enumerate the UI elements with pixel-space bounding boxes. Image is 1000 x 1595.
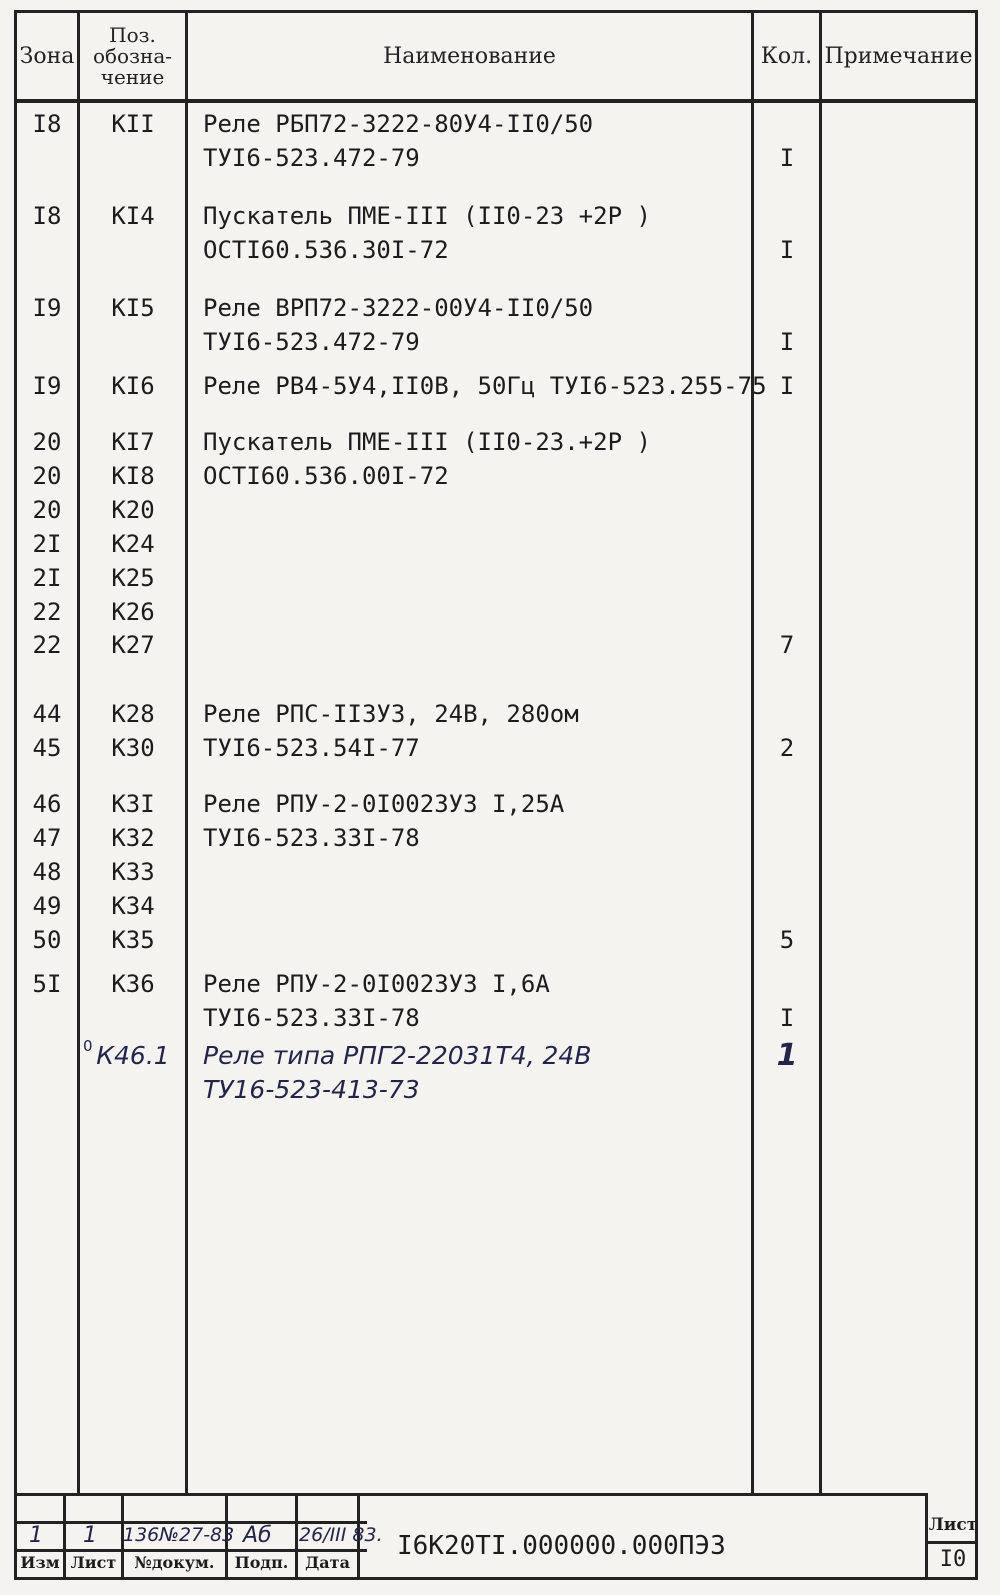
label-sheet: Лист <box>70 1553 117 1572</box>
zone-cell <box>17 325 77 359</box>
header-note: Примечание <box>824 43 973 69</box>
handwritten-row <box>17 1073 975 1107</box>
table-row <box>17 855 975 889</box>
zone-cell: 2I <box>32 530 62 558</box>
sheet-box-rule <box>928 1541 978 1544</box>
table-row <box>17 493 975 527</box>
handwritten-row <box>17 1039 975 1073</box>
table-row <box>17 291 975 325</box>
quantity-cell <box>757 425 817 459</box>
quantity-cell <box>757 291 817 325</box>
table-row <box>17 561 975 595</box>
title-block-rule <box>17 1493 925 1496</box>
position-cell: KI5 <box>111 294 155 322</box>
zone-cell: 22 <box>32 598 62 626</box>
position-cell <box>81 141 185 175</box>
quantity-cell <box>757 107 817 141</box>
quantity-cell: I <box>779 328 795 356</box>
position-cell: KII <box>111 110 155 138</box>
specification-sheet <box>14 10 978 1580</box>
name-cell: Реле ВРП72-3222-00У4-II0/50 <box>203 294 594 322</box>
zone-cell: 44 <box>32 700 62 728</box>
quantity-cell <box>757 561 817 595</box>
table-row <box>17 967 975 1001</box>
zone-cell: 50 <box>32 926 62 954</box>
quantity-cell <box>757 855 817 889</box>
zone-cell: 48 <box>32 858 62 886</box>
zone-cell: 20 <box>32 496 62 524</box>
quantity-cell <box>757 821 817 855</box>
zone-cell: 45 <box>32 734 62 762</box>
zone-cell: I8 <box>32 202 62 230</box>
quantity-cell: 7 <box>779 631 795 659</box>
table-row <box>17 527 975 561</box>
position-cell: K28 <box>111 700 155 728</box>
name-cell: Пускатель ПМЕ-III (II0-23.+2P ) <box>203 428 651 456</box>
zone-cell: 46 <box>32 790 62 818</box>
header-rule <box>17 99 975 103</box>
position-cell: K25 <box>111 564 155 592</box>
table-row <box>17 459 975 493</box>
label-document-number: №докум. <box>134 1553 215 1572</box>
position-cell: KI7 <box>111 428 155 456</box>
position-cell: K24 <box>111 530 155 558</box>
position-cell: K33 <box>111 858 155 886</box>
quantity-cell <box>757 967 817 1001</box>
zone-cell: 2I <box>32 564 62 592</box>
header-name: Наименование <box>383 43 556 69</box>
revision-marker: 0 <box>83 1037 93 1055</box>
revision-sheet: 1 <box>83 1523 97 1548</box>
table-row <box>17 1001 975 1035</box>
position-cell: KI6 <box>111 372 155 400</box>
position-cell: K30 <box>111 734 155 762</box>
name-cell: ТУI6-523.472-79 <box>203 328 420 356</box>
revision-number: 1 <box>29 1523 43 1548</box>
table-row <box>17 369 975 403</box>
quantity-cell <box>757 493 817 527</box>
quantity-cell <box>757 595 817 629</box>
revision-document: 136№27-83 <box>123 1524 235 1546</box>
label-date: Дата <box>305 1553 350 1572</box>
quantity-cell: I <box>779 236 795 264</box>
quantity-cell <box>757 459 817 493</box>
header-quantity: Кол. <box>760 43 813 69</box>
table-row <box>17 425 975 459</box>
quantity-cell <box>757 697 817 731</box>
zone-cell: 49 <box>32 892 62 920</box>
zone-cell: I9 <box>32 294 62 322</box>
table-row <box>17 325 975 359</box>
name-cell: ТУI6-523.54I-77 <box>203 734 420 762</box>
handwritten-name: Реле типа РПГ2-22031Т4, 24В <box>203 1041 592 1070</box>
position-cell: KI8 <box>111 462 155 490</box>
zone-cell <box>17 1001 77 1035</box>
header-position-line2: обозна- <box>92 43 173 68</box>
sheet-label: Лист <box>928 1515 978 1535</box>
position-cell <box>81 325 185 359</box>
position-cell <box>81 233 185 267</box>
position-cell <box>81 1001 185 1035</box>
sheet-number: I0 <box>939 1547 967 1572</box>
name-cell: Реле РПУ-2-0I0023У3 I,25А <box>203 790 565 818</box>
table-row <box>17 233 975 267</box>
quantity-cell <box>757 199 817 233</box>
quantity-cell <box>757 787 817 821</box>
table-row <box>17 787 975 821</box>
name-cell: Реле РПУ-2-0I0023У3 I,6А <box>203 970 550 998</box>
name-cell: ТУI6-523.472-79 <box>203 144 420 172</box>
name-cell: ОСТI60.536.00I-72 <box>203 462 449 490</box>
header-zone: Зона <box>19 43 75 69</box>
label-signature: Подп. <box>234 1553 289 1572</box>
name-cell: ТУI6-523.33I-78 <box>203 1004 420 1032</box>
table-row <box>17 107 975 141</box>
title-block-rule <box>17 1549 367 1552</box>
title-block <box>17 1493 978 1577</box>
revision-date: 26/III 83. <box>299 1524 383 1546</box>
table-row <box>17 141 975 175</box>
handwritten-position: К46.1 <box>96 1041 170 1070</box>
position-cell: K35 <box>111 926 155 954</box>
position-cell: K27 <box>111 631 155 659</box>
quantity-cell: 5 <box>779 926 795 954</box>
header-position <box>80 13 185 99</box>
name-cell: ОСТI60.536.30I-72 <box>203 236 449 264</box>
zone-cell: 47 <box>32 824 62 852</box>
quantity-cell: 2 <box>779 734 795 762</box>
label-revision: Изм <box>20 1553 60 1572</box>
header-position-line1: Поз. <box>109 22 156 47</box>
revision-signature: Аб <box>243 1523 272 1548</box>
header-position-line3: чение <box>100 64 165 89</box>
document-code: I6К20ТI.000000.000ПЭ3 <box>397 1531 726 1561</box>
position-cell: K26 <box>111 598 155 626</box>
table-row <box>17 923 975 957</box>
quantity-cell: I <box>779 372 795 400</box>
position-cell: K36 <box>111 970 155 998</box>
zone-cell: 20 <box>32 462 62 490</box>
position-cell: KI4 <box>111 202 155 230</box>
table-row <box>17 199 975 233</box>
zone-cell: 5I <box>32 970 62 998</box>
handwritten-spec: ТУ16-523-413-73 <box>203 1075 420 1104</box>
quantity-cell: I <box>779 144 795 172</box>
zone-cell: 20 <box>32 428 62 456</box>
name-cell: ТУI6-523.33I-78 <box>203 824 420 852</box>
quantity-cell: I <box>779 1004 795 1032</box>
position-cell: K20 <box>111 496 155 524</box>
table-row <box>17 628 975 662</box>
name-cell: Реле РПС-II3У3, 24В, 280ом <box>203 700 579 728</box>
position-cell: K32 <box>111 824 155 852</box>
sheet-number-box <box>925 1493 978 1577</box>
handwritten-quantity: 1 <box>776 1038 798 1073</box>
table-row <box>17 889 975 923</box>
name-cell: Пускатель ПМЕ-III (II0-23 +2P ) <box>203 202 651 230</box>
name-cell: Реле РВ4-5У4,II0В, 50Гц ТУI6-523.255-75 <box>203 372 767 400</box>
quantity-cell <box>757 889 817 923</box>
zone-cell: 22 <box>32 631 62 659</box>
name-cell: Реле РБП72-3222-80У4-II0/50 <box>203 110 594 138</box>
position-cell: K3I <box>111 790 155 818</box>
quantity-cell <box>757 527 817 561</box>
table-row <box>17 697 975 731</box>
zone-cell <box>17 233 77 267</box>
zone-cell: I8 <box>32 110 62 138</box>
table-row <box>17 731 975 765</box>
zone-cell: I9 <box>32 372 62 400</box>
position-cell: K34 <box>111 892 155 920</box>
table-row <box>17 821 975 855</box>
zone-cell <box>17 141 77 175</box>
table-row <box>17 595 975 629</box>
